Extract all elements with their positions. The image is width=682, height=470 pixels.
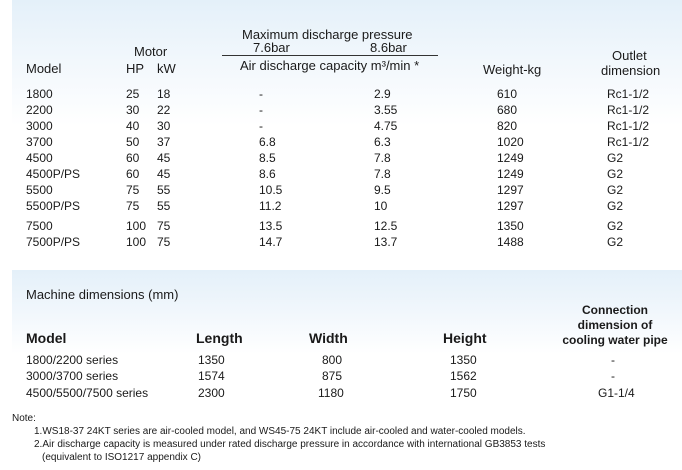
connection-header-line3: cooling water pipe — [562, 333, 668, 347]
hp-cell: 60 — [126, 167, 140, 181]
width-cell: 875 — [322, 369, 343, 383]
cap86-cell: 12.5 — [374, 219, 398, 233]
connection-cell: G1-1/4 — [598, 386, 635, 400]
kw-cell: 30 — [157, 119, 171, 133]
height-cell: 1562 — [450, 369, 477, 383]
weight-cell: 1020 — [497, 135, 524, 149]
hp-cell: 50 — [126, 135, 140, 149]
weight-cell: 1249 — [497, 151, 524, 165]
connection-header-line2: dimension of — [577, 318, 653, 332]
model-cell: 7500 — [26, 219, 53, 233]
note-label: Note: — [12, 413, 36, 424]
table-row — [0, 102, 682, 118]
kw-header: kW — [157, 61, 176, 76]
cap86-cell: 2.9 — [374, 87, 391, 101]
cap86-cell: 3.55 — [374, 103, 398, 117]
weight-cell: 1297 — [497, 183, 524, 197]
outlet-cell: Rc1-1/2 — [607, 119, 650, 133]
table-row — [0, 198, 682, 214]
table-row — [0, 118, 682, 134]
pressure-divider — [222, 55, 438, 56]
width-header: Width — [309, 330, 348, 346]
motor-header: Motor — [134, 44, 168, 59]
table-row — [0, 134, 682, 150]
outlet-cell: G2 — [607, 183, 624, 197]
outlet-cell: Rc1-1/2 — [607, 135, 650, 149]
outlet-cell: G2 — [607, 235, 624, 249]
kw-cell: 75 — [157, 219, 171, 233]
cap86-cell: 7.8 — [374, 167, 391, 181]
hp-cell: 30 — [126, 103, 140, 117]
cap86-cell: 13.7 — [374, 235, 398, 249]
model-cell: 4500P/PS — [26, 167, 81, 181]
length-cell: 1350 — [198, 353, 225, 367]
model-cell: 3000 — [26, 119, 53, 133]
table-row — [0, 385, 682, 401]
outlet-header-line1: Outlet — [612, 48, 647, 63]
kw-cell: 37 — [157, 135, 171, 149]
outlet-cell: G2 — [607, 167, 624, 181]
table-row — [0, 150, 682, 166]
hp-cell: 75 — [126, 199, 140, 213]
weight-cell: 1297 — [497, 199, 524, 213]
width-cell: 1180 — [318, 386, 344, 400]
weight-cell: 680 — [497, 103, 518, 117]
model-cell: 2200 — [26, 103, 53, 117]
table-row — [0, 182, 682, 198]
dim-model-cell: 3000/3700 series — [26, 369, 119, 383]
outlet-cell: Rc1-1/2 — [607, 103, 650, 117]
model-cell: 3700 — [26, 135, 53, 149]
model-cell: 5500P/PS — [26, 199, 81, 213]
kw-cell: 55 — [157, 183, 171, 197]
hp-cell: 75 — [126, 183, 140, 197]
weight-cell: 1488 — [497, 235, 524, 249]
length-header: Length — [196, 330, 243, 346]
model-cell: 1800 — [26, 87, 53, 101]
weight-cell: 610 — [497, 87, 518, 101]
cap76-cell: 8.5 — [259, 151, 276, 165]
dimensions-title: Machine dimensions (mm) — [26, 287, 179, 302]
cap76-cell: - — [259, 87, 263, 101]
note-3: (equivalent to ISO1217 appendix C) — [42, 452, 201, 463]
cap76-cell: 13.5 — [259, 219, 283, 233]
table-row — [0, 166, 682, 182]
outlet-cell: Rc1-1/2 — [607, 87, 650, 101]
cap86-cell: 6.3 — [374, 135, 391, 149]
outlet-cell: G2 — [607, 199, 624, 213]
table-row — [0, 352, 682, 368]
note-2: 2.Air discharge capacity is measured under rated discharge pressure in accordance with international GB3853 tests — [34, 439, 546, 450]
dim-model-header: Model — [26, 330, 67, 346]
note-1: 1.WS18-37 24KT series are air-cooled model, and WS45-75 24KT include air-cooled and water-cooled models. — [34, 426, 526, 437]
cap76-cell: 11.2 — [259, 199, 282, 213]
table-row — [0, 86, 682, 102]
table-row — [0, 234, 682, 250]
dim-model-cell: 4500/5500/7500 series — [26, 386, 149, 400]
cap76-cell: 14.7 — [259, 235, 283, 249]
outlet-header-line2: dimension — [601, 63, 661, 78]
hp-header: HP — [126, 61, 145, 76]
model-cell: 4500 — [26, 151, 53, 165]
capacity-header: Air discharge capacity m³/min * — [240, 58, 420, 73]
model-cell: 5500 — [26, 183, 53, 197]
width-cell: 800 — [322, 353, 343, 367]
connection-header-line1: Connection — [582, 303, 648, 317]
kw-cell: 22 — [157, 103, 171, 117]
length-cell: 2300 — [198, 386, 225, 400]
kw-cell: 55 — [157, 199, 171, 213]
kw-cell: 75 — [157, 235, 171, 249]
height-cell: 1750 — [450, 386, 477, 400]
kw-cell: 45 — [157, 167, 171, 181]
cap76-cell: - — [259, 119, 263, 133]
table-row — [0, 368, 682, 384]
connection-header — [556, 303, 674, 348]
connection-cell: - — [611, 369, 615, 383]
cap76-cell: - — [259, 103, 263, 117]
pressure-86-header: 8.6bar — [370, 40, 407, 55]
connection-cell: - — [611, 353, 615, 367]
model-header: Model — [26, 61, 62, 76]
weight-cell: 820 — [497, 119, 518, 133]
dim-model-cell: 1800/2200 series — [26, 353, 119, 367]
hp-cell: 40 — [126, 119, 140, 133]
kw-cell: 45 — [157, 151, 171, 165]
kw-cell: 18 — [157, 87, 171, 101]
height-cell: 1350 — [450, 353, 477, 367]
cap86-cell: 9.5 — [374, 183, 391, 197]
weight-cell: 1249 — [497, 167, 524, 181]
table-row — [0, 218, 682, 234]
height-header: Height — [443, 330, 487, 346]
cap86-cell: 10 — [374, 199, 388, 213]
hp-cell: 25 — [126, 87, 140, 101]
outlet-cell: G2 — [607, 151, 624, 165]
hp-cell: 100 — [126, 219, 147, 233]
weight-header: Weight-kg — [483, 62, 542, 77]
cap76-cell: 10.5 — [259, 183, 283, 197]
hp-cell: 60 — [126, 151, 140, 165]
model-cell: 7500P/PS — [26, 235, 81, 249]
cap86-cell: 4.75 — [374, 119, 398, 133]
pressure-title: Maximum discharge pressure — [242, 27, 413, 42]
cap76-cell: 8.6 — [259, 167, 276, 181]
pressure-76-header: 7.6bar — [253, 40, 290, 55]
cap76-cell: 6.8 — [259, 135, 276, 149]
weight-cell: 1350 — [497, 219, 524, 233]
cap86-cell: 7.8 — [374, 151, 391, 165]
length-cell: 1574 — [198, 369, 225, 383]
outlet-cell: G2 — [607, 219, 624, 233]
hp-cell: 100 — [126, 235, 147, 249]
